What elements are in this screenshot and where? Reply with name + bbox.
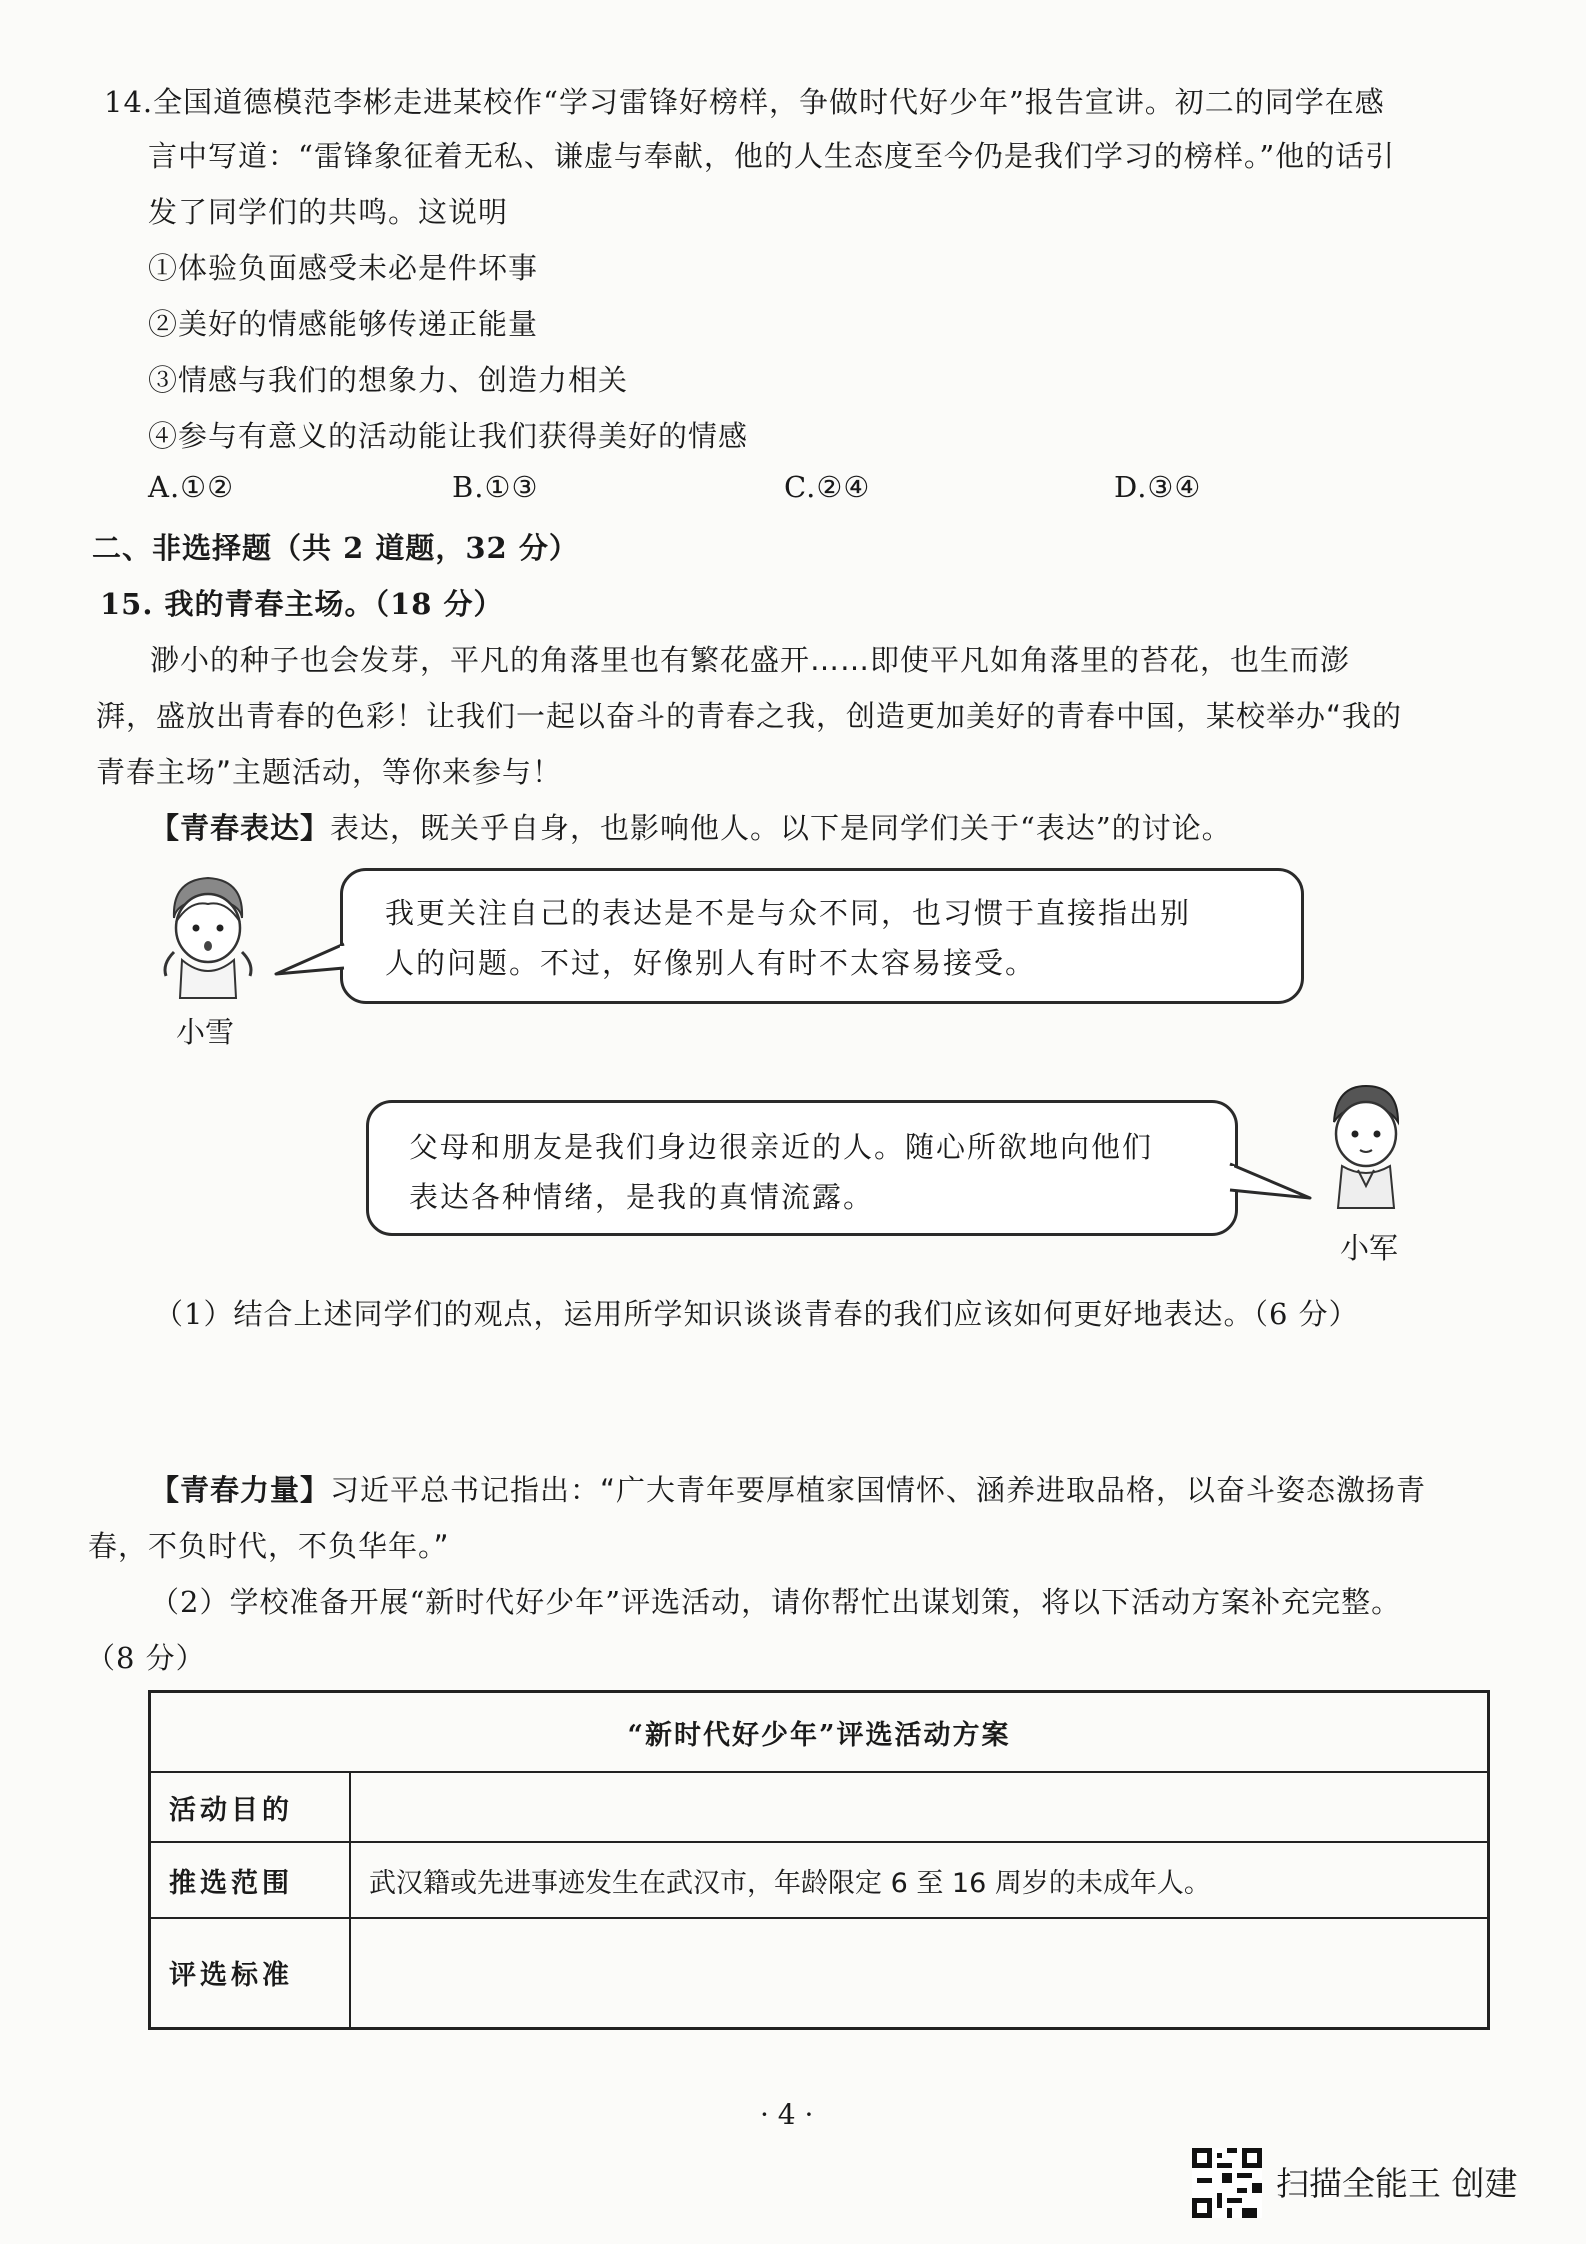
q14-statement-1: ①体验负面感受未必是件坏事 bbox=[148, 251, 539, 285]
plan-value-criteria bbox=[350, 1918, 1489, 2028]
scanner-watermark: 扫描全能王 创建 bbox=[1276, 2164, 1518, 2203]
q15-intro-line2: 湃，盛放出青春的色彩！让我们一起以奋斗的青春之我，创造更加美好的青春中国，某校举办“我的 bbox=[96, 699, 1403, 733]
q14-choice-b: B.①③ bbox=[452, 470, 539, 504]
plan-value-scope: 武汉籍或先进事迹发生在武汉市，年龄限定 6 至 16 周岁的未成年人。 bbox=[350, 1842, 1489, 1918]
speaker-name-xiaoxue: 小雪 bbox=[176, 1015, 235, 1049]
power-paragraph-line2: 春，不负时代，不负华年。” bbox=[88, 1529, 450, 1563]
bubble-xiaoxue-line2: 人的问题。不过，好像别人有时不太容易接受。 bbox=[385, 946, 1037, 980]
plan-label-scope: 推选范围 bbox=[150, 1842, 351, 1918]
plan-value-purpose bbox=[350, 1772, 1489, 1842]
q14-choice-c: C.②④ bbox=[784, 470, 871, 504]
speech-bubble-xiaoxue bbox=[340, 868, 1304, 1004]
q15-subquestion-2-line1: （2）学校准备开展“新时代好少年”评选活动，请你帮忙出谋划策，将以下活动方案补充完整。 bbox=[150, 1585, 1402, 1619]
q14-choice-a: A.①② bbox=[148, 470, 235, 504]
q14-choice-d: D.③④ bbox=[1114, 470, 1202, 504]
power-text-line1: 习近平总书记指出：“广大青年要厚植家国情怀、涵养进取品格，以奋斗姿态激扬青 bbox=[330, 1473, 1427, 1507]
q15-intro-line1: 渺小的种子也会发芽，平凡的角落里也有繁花盛开……即使平凡如角落里的苔花，也生而澎 bbox=[150, 643, 1351, 677]
plan-label-criteria: 评选标准 bbox=[150, 1918, 351, 2028]
expression-tag: 【青春表达】 bbox=[150, 811, 331, 845]
bubble-xiaojun-line2: 表达各种情绪，是我的真情流露。 bbox=[409, 1180, 875, 1214]
section-heading: 二、非选择题（共 2 道题，32 分） bbox=[92, 531, 579, 565]
page-number: · 4 · bbox=[760, 2098, 814, 2131]
expression-text: 表达，既关乎自身，也影响他人。以下是同学们关于“表达”的讨论。 bbox=[330, 811, 1232, 845]
q14-statement-2: ②美好的情感能够传递正能量 bbox=[148, 307, 539, 341]
speaker-name-xiaojun: 小军 bbox=[1340, 1231, 1399, 1265]
q15-title: 15. 我的青春主场。（18 分） bbox=[100, 587, 504, 621]
speech-bubble-xiaojun bbox=[366, 1100, 1238, 1236]
girl-avatar-icon bbox=[160, 872, 256, 1000]
q14-statement-3: ③情感与我们的想象力、创造力相关 bbox=[148, 363, 629, 397]
activity-plan-table bbox=[148, 1690, 1490, 2030]
boy-avatar-icon bbox=[1318, 1082, 1414, 1210]
expression-paragraph bbox=[150, 806, 1232, 847]
bubble-pointer-left bbox=[272, 940, 348, 990]
bubble-xiaojun-line1: 父母和朋友是我们身边很亲近的人。随心所欲地向他们 bbox=[409, 1130, 1154, 1164]
q14-stem-line3: 发了同学们的共鸣。这说明 bbox=[148, 195, 509, 229]
bubble-xiaoxue-line1: 我更关注自己的表达是不是与众不同，也习惯于直接指出别 bbox=[385, 896, 1192, 930]
q15-subquestion-1: （1）结合上述同学们的观点，运用所学知识谈谈青春的我们应该如何更好地表达。（6 分） bbox=[154, 1297, 1359, 1331]
q14-statement-4: ④参与有意义的活动能让我们获得美好的情感 bbox=[148, 419, 749, 453]
plan-label-purpose: 活动目的 bbox=[150, 1772, 351, 1842]
bubble-pointer-right bbox=[1226, 1160, 1316, 1210]
q14-stem-line1: 14.全国道德模范李彬走进某校作“学习雷锋好榜样，争做时代好少年”报告宣讲。初二的同学在感 bbox=[104, 85, 1385, 119]
qr-code-icon bbox=[1192, 2148, 1262, 2218]
q15-subquestion-2-line2: （8 分） bbox=[86, 1641, 206, 1675]
power-tag: 【青春力量】 bbox=[150, 1473, 331, 1507]
plan-title: “新时代好少年”评选活动方案 bbox=[150, 1692, 1489, 1773]
q15-intro-line3: 青春主场”主题活动，等你来参与！ bbox=[96, 755, 563, 789]
q14-stem-line2: 言中写道：“雷锋象征着无私、谦虚与奉献，他的人生态度至今仍是我们学习的榜样。”他的话引 bbox=[148, 139, 1396, 173]
power-paragraph-line1 bbox=[150, 1468, 1426, 1509]
